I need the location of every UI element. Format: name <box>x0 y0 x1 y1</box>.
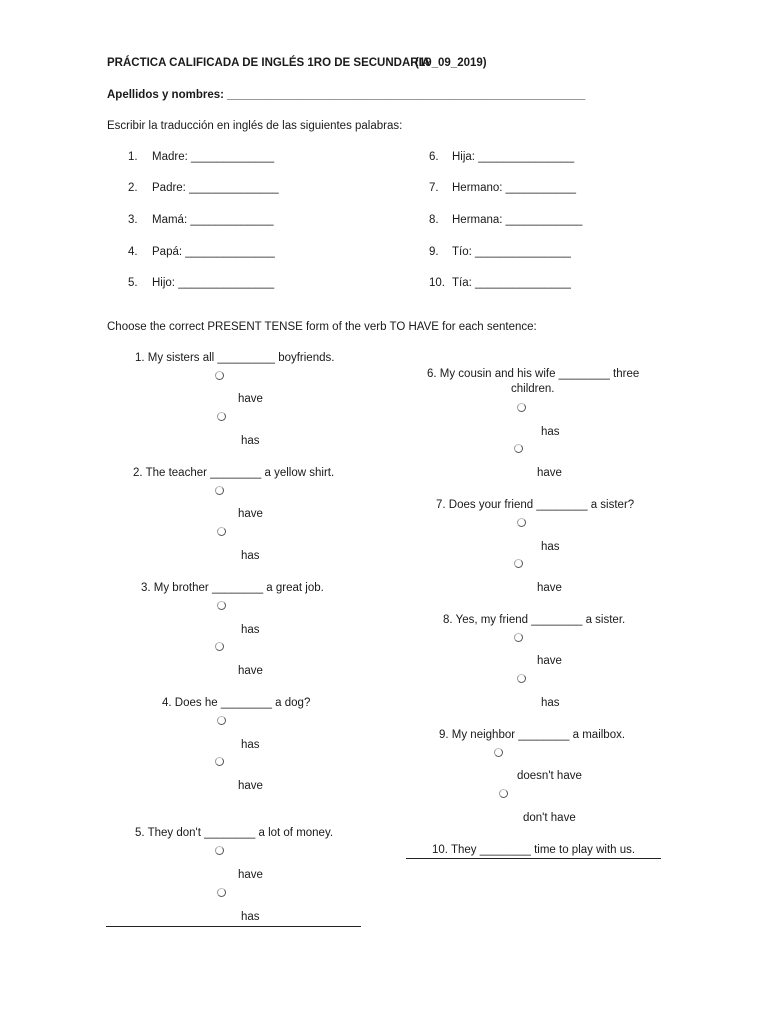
radio-button[interactable] <box>215 371 224 380</box>
radio-button[interactable] <box>517 403 526 412</box>
vocab-number: 5. <box>128 277 138 289</box>
question-text: 10. They ________ time to play with us. <box>432 844 636 856</box>
option-label: have <box>537 655 562 667</box>
vocab-number: 9. <box>429 246 439 258</box>
option-label: doesn't have <box>517 770 582 782</box>
question-text: 6. My cousin and his wife ________ three <box>427 368 640 380</box>
vocab-number: 6. <box>429 151 439 163</box>
vocab-item: Padre: ______________ <box>152 182 279 194</box>
part1-instruction: Escribir la traducción en inglés de las siguientes palabras: <box>107 120 403 132</box>
vocab-number: 3. <box>128 214 138 226</box>
name-field-label: Apellidos y nombres: ________________________________________________________ <box>107 89 586 101</box>
exam-date: (19_09_2019) <box>415 57 487 69</box>
question-text: 3. My brother ________ a great job. <box>141 582 324 594</box>
radio-button[interactable] <box>215 642 224 651</box>
divider-line <box>106 926 361 927</box>
radio-button[interactable] <box>514 444 523 453</box>
question-text: 2. The teacher ________ a yellow shirt. <box>133 467 335 479</box>
vocab-number: 1. <box>128 151 138 163</box>
radio-button[interactable] <box>499 789 508 798</box>
radio-button[interactable] <box>215 846 224 855</box>
divider-line <box>406 858 661 859</box>
radio-button[interactable] <box>514 559 523 568</box>
vocab-item: Madre: _____________ <box>152 151 275 163</box>
radio-button[interactable] <box>494 748 503 757</box>
vocab-item: Tío: _______________ <box>452 246 571 258</box>
vocab-item: Papá: ______________ <box>152 246 275 258</box>
vocab-item: Hija: _______________ <box>452 151 575 163</box>
radio-button[interactable] <box>217 601 226 610</box>
question-text: 1. My sisters all _________ boyfriends. <box>135 352 335 364</box>
option-label: has <box>241 739 260 751</box>
part2-instruction: Choose the correct PRESENT TENSE form of the verb TO HAVE for each sentence: <box>107 321 537 333</box>
option-label: have <box>537 582 562 594</box>
vocab-number: 4. <box>128 246 138 258</box>
question-text: 7. Does your friend ________ a sister? <box>436 499 635 511</box>
radio-button[interactable] <box>217 716 226 725</box>
option-label: have <box>537 467 562 479</box>
option-label: has <box>241 911 260 923</box>
radio-button[interactable] <box>517 674 526 683</box>
vocab-item: Mamá: _____________ <box>152 214 274 226</box>
option-label: have <box>238 393 263 405</box>
radio-button[interactable] <box>215 757 224 766</box>
option-label: have <box>238 665 263 677</box>
option-label: has <box>241 435 260 447</box>
option-label: has <box>241 624 260 636</box>
radio-button[interactable] <box>217 888 226 897</box>
option-label: has <box>541 426 560 438</box>
radio-button[interactable] <box>217 412 226 421</box>
vocab-number: 2. <box>128 182 138 194</box>
vocab-item: Hijo: _______________ <box>152 277 275 289</box>
vocab-item: Hermana: ____________ <box>452 214 583 226</box>
option-label: has <box>241 550 260 562</box>
question-text: 9. My neighbor ________ a mailbox. <box>439 729 626 741</box>
radio-button[interactable] <box>514 633 523 642</box>
page-title: PRÁCTICA CALIFICADA DE INGLÉS 1RO DE SECUNDARIA <box>107 57 431 69</box>
question-text: 5. They don't ________ a lot of money. <box>135 827 334 839</box>
vocab-item: Hermano: ___________ <box>452 182 577 194</box>
radio-button[interactable] <box>217 527 226 536</box>
vocab-number: 10. <box>429 277 445 289</box>
question-text: 4. Does he ________ a dog? <box>162 697 311 709</box>
option-label: don't have <box>523 812 576 824</box>
option-label: have <box>238 508 263 520</box>
question-text-continued: children. <box>511 383 555 395</box>
question-text: 8. Yes, my friend ________ a sister. <box>443 614 626 626</box>
vocab-number: 8. <box>429 214 439 226</box>
option-label: has <box>541 541 560 553</box>
radio-button[interactable] <box>215 486 224 495</box>
option-label: has <box>541 697 560 709</box>
option-label: have <box>238 869 263 881</box>
vocab-number: 7. <box>429 182 439 194</box>
radio-button[interactable] <box>517 518 526 527</box>
vocab-item: Tía: _______________ <box>452 277 571 289</box>
option-label: have <box>238 780 263 792</box>
